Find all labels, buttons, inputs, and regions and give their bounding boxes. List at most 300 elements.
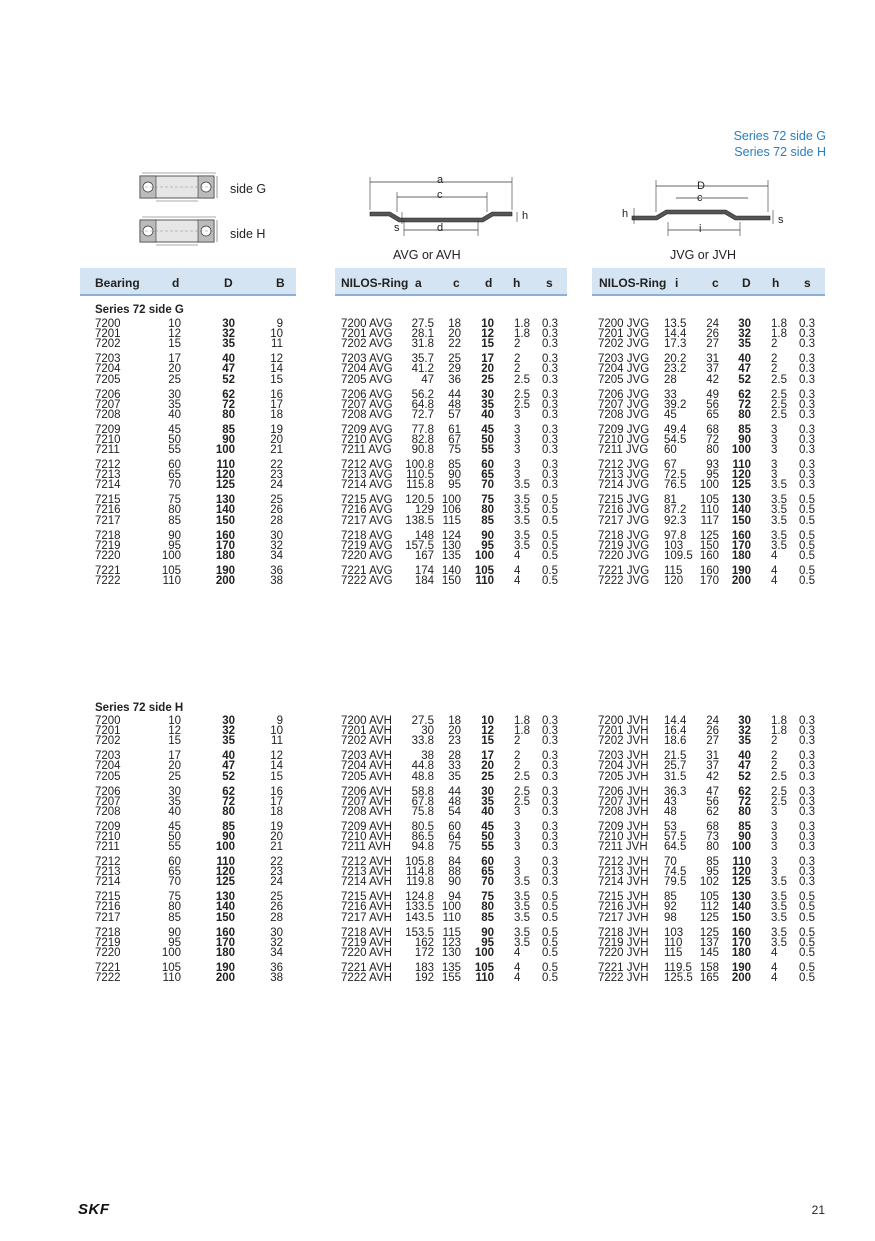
- bearing-designation: 7209: [95, 423, 121, 436]
- dim-s: 0.5: [542, 549, 558, 562]
- bearing-designation: 7215: [95, 494, 121, 507]
- table-row: [341, 948, 566, 958]
- ring-designation: 7222 AVH: [341, 971, 392, 984]
- bore-d: 50: [168, 830, 181, 843]
- table-row: [341, 410, 566, 420]
- row-group: [598, 892, 823, 923]
- dim-h: 3.5: [771, 504, 787, 517]
- row-group: [341, 787, 566, 818]
- dim-c: 67: [448, 433, 461, 446]
- dim-c: 23: [448, 735, 461, 748]
- bearing-side-g-diagram: [138, 170, 220, 204]
- row-group: [341, 892, 566, 923]
- table-row: [598, 375, 823, 385]
- dim-i: 67: [664, 459, 677, 471]
- dim-c: 135: [441, 961, 461, 974]
- bearing-designation: 7213: [95, 866, 121, 879]
- ring-designation: 7214 JVH: [598, 876, 649, 889]
- ring-designation: 7214 JVG: [598, 479, 650, 492]
- dim-a: 183: [414, 961, 434, 974]
- dim-s: 0.5: [542, 936, 558, 949]
- dim-i: 79.5: [664, 876, 687, 889]
- dim-D: 90: [738, 830, 751, 843]
- dim-h: 3.5: [771, 876, 787, 889]
- table-row: [95, 364, 295, 374]
- dim-c: 35: [448, 770, 461, 783]
- header-bearing: Bearing: [95, 276, 140, 290]
- dim-i: 54.5: [664, 433, 687, 446]
- dim-s: 0.3: [542, 856, 558, 868]
- table-row: [95, 877, 295, 887]
- bearing-designation: 7207: [95, 398, 121, 411]
- jvg-dim-D: D: [697, 180, 705, 192]
- outer-D: 170: [215, 539, 235, 552]
- outer-D: 200: [215, 971, 235, 984]
- dim-a: 41.2: [411, 363, 434, 376]
- outer-D: 110: [216, 856, 235, 868]
- ring-designation: 7207 JVG: [598, 398, 650, 411]
- dim-s: 0.3: [542, 820, 558, 833]
- dim-h: 3.5: [771, 901, 787, 914]
- table-row: [341, 842, 566, 852]
- ring-designation: 7209 JVG: [598, 423, 650, 436]
- dim-h: 2: [771, 363, 778, 376]
- dim-a: 94.8: [411, 841, 434, 854]
- dim-s: 0.5: [542, 494, 558, 507]
- outer-D: 90: [222, 830, 235, 843]
- width-B: 23: [270, 469, 283, 482]
- width-B: 14: [270, 760, 283, 773]
- dim-h: 3.5: [771, 926, 787, 939]
- dim-c: 75: [448, 444, 461, 457]
- table-row: [95, 963, 295, 973]
- dim-c: 125: [699, 911, 719, 924]
- dim-c: 170: [699, 574, 719, 587]
- dim-h: 3: [771, 459, 778, 471]
- avg-dim-s: s: [394, 222, 400, 234]
- table-row: [95, 566, 295, 576]
- jvg-ring-diagram: [620, 172, 795, 244]
- dim-s: 0.3: [542, 469, 558, 482]
- dim-a: 82.8: [411, 433, 434, 446]
- bearing-designation: 7210: [95, 433, 121, 446]
- dim-h: 2: [771, 353, 778, 366]
- dim-a: 184: [414, 574, 434, 587]
- bearing-designation: 7216: [95, 901, 121, 914]
- dim-d: 17: [481, 353, 494, 366]
- bearing-designation: 7214: [95, 479, 121, 492]
- dim-h: 3.5: [514, 514, 530, 527]
- dim-a: 90.8: [411, 444, 434, 457]
- ring-designation: 7221 JVG: [598, 564, 650, 577]
- bearing-designation: 7205: [95, 373, 121, 386]
- dim-a: 64.8: [411, 398, 434, 411]
- dim-a: 119.8: [406, 876, 434, 889]
- bore-d: 75: [168, 494, 181, 507]
- outer-D: 160: [215, 529, 235, 542]
- dim-c: 60: [448, 820, 461, 833]
- bearing-designation: 7202: [95, 338, 121, 351]
- outer-D: 40: [222, 750, 235, 763]
- dim-c: 95: [706, 469, 719, 482]
- bearing-designation: 7203: [95, 750, 121, 763]
- dim-i: 20.2: [664, 353, 687, 366]
- dim-a: 48.8: [411, 770, 434, 783]
- dim-a: 133.5: [405, 901, 434, 914]
- width-B: 21: [270, 841, 283, 854]
- width-B: 38: [270, 971, 283, 984]
- bore-d: 65: [168, 866, 181, 879]
- ring-designation: 7206 JVH: [598, 785, 649, 798]
- dim-c: 48: [448, 398, 461, 411]
- dim-s: 0.5: [799, 961, 815, 974]
- ring-designation: 7221 AVG: [341, 564, 393, 577]
- table-row: [598, 913, 823, 923]
- dim-h: 2.5: [514, 785, 530, 798]
- avg-dim-h: h: [522, 210, 529, 222]
- ring-designation: 7200 JVH: [598, 715, 649, 727]
- dim-s: 0.3: [542, 841, 558, 854]
- dim-h: 3: [771, 433, 778, 446]
- ring-designation: 7217 JVG: [598, 514, 650, 527]
- dim-d: 105: [474, 961, 494, 974]
- bore-d: 17: [168, 353, 181, 366]
- dim-s: 0.5: [799, 514, 815, 527]
- table-row: [598, 576, 823, 586]
- dim-a: 27.5: [411, 715, 434, 727]
- ring-designation: 7222 AVG: [341, 574, 393, 587]
- dim-c: 44: [448, 785, 461, 798]
- dim-c: 47: [706, 785, 719, 798]
- dim-i: 43: [664, 795, 677, 808]
- dim-s: 0.3: [542, 785, 558, 798]
- dim-c: 18: [448, 715, 461, 727]
- table-row: [95, 551, 295, 561]
- bore-d: 40: [168, 408, 181, 421]
- table-row: [598, 948, 823, 958]
- row-group: [95, 390, 295, 421]
- header-d-avg: d: [485, 276, 493, 290]
- dim-d: 30: [481, 388, 494, 401]
- bore-d: 105: [161, 564, 181, 577]
- width-B: 11: [271, 735, 283, 748]
- header-s-avg: s: [546, 276, 553, 290]
- row-group: [341, 751, 566, 782]
- dim-i: 36.3: [664, 785, 687, 798]
- bearing-designation: 7218: [95, 926, 121, 939]
- dim-i: 21.5: [664, 750, 687, 763]
- dim-c: 73: [706, 830, 719, 843]
- dim-i: 16.4: [664, 725, 687, 738]
- bearing-designation: 7202: [95, 735, 121, 748]
- outer-D: 125: [215, 479, 235, 492]
- table-row: [598, 877, 823, 887]
- dim-s: 0.5: [542, 891, 558, 904]
- table-row: [95, 973, 295, 983]
- table-row: [598, 410, 823, 420]
- avg-dim-c: c: [437, 189, 443, 201]
- bore-d: 65: [168, 469, 181, 482]
- dim-h: 4: [514, 549, 521, 562]
- outer-D: 140: [215, 901, 235, 914]
- dim-s: 0.5: [542, 911, 558, 924]
- dim-i: 33: [664, 388, 677, 401]
- dim-s: 0.3: [542, 866, 558, 879]
- dim-s: 0.5: [799, 574, 815, 587]
- dim-c: 62: [706, 805, 719, 818]
- dim-h: 1.8: [771, 318, 787, 330]
- dim-h: 4: [514, 564, 521, 577]
- row-group: [598, 390, 823, 421]
- bearing-designation: 7208: [95, 805, 121, 818]
- ring-designation: 7210 AVG: [341, 433, 393, 446]
- dim-h: 2.5: [514, 795, 530, 808]
- dim-a: 138.5: [405, 514, 434, 527]
- dim-c: 65: [706, 408, 719, 421]
- dim-h: 2.5: [771, 388, 787, 401]
- dim-h: 2: [771, 760, 778, 773]
- header-h-jvg: h: [772, 276, 780, 290]
- ring-designation: 7218 JVG: [598, 529, 650, 542]
- bore-d: 60: [168, 459, 181, 471]
- bore-d: 100: [161, 549, 181, 562]
- bore-d: 25: [168, 770, 181, 783]
- dim-D: 130: [731, 891, 751, 904]
- dim-c: 64: [448, 830, 461, 843]
- dim-D: 120: [731, 469, 751, 482]
- dim-i: 64.5: [664, 841, 687, 854]
- table-row: [95, 390, 295, 400]
- dim-s: 0.3: [799, 408, 815, 421]
- dim-i: 28: [664, 373, 677, 386]
- table-row: [95, 726, 295, 736]
- dim-c: 25: [448, 353, 461, 366]
- dim-c: 100: [699, 479, 719, 492]
- dim-h: 3.5: [771, 514, 787, 527]
- dim-s: 0.3: [799, 423, 815, 436]
- dim-h: 3: [771, 830, 778, 843]
- table-row: [95, 339, 295, 349]
- outer-D: 62: [222, 388, 235, 401]
- dim-h: 2.5: [514, 388, 530, 401]
- dim-a: 162: [414, 936, 434, 949]
- dim-c: 54: [448, 805, 461, 818]
- dim-s: 0.3: [542, 725, 558, 738]
- dim-i: 60: [664, 444, 677, 457]
- bore-d: 70: [168, 479, 181, 492]
- dim-s: 0.5: [799, 529, 815, 542]
- dim-d: 30: [481, 785, 494, 798]
- table-row: [341, 736, 566, 746]
- row-group: [95, 460, 295, 491]
- table-row: [95, 797, 295, 807]
- ring-designation: 7202 JVH: [598, 735, 649, 748]
- table-row: [95, 913, 295, 923]
- dim-D: 125: [731, 876, 751, 889]
- dim-D: 170: [731, 936, 751, 949]
- bore-d: 35: [168, 398, 181, 411]
- ring-designation: 7215 JVG: [598, 494, 650, 507]
- dim-D: 200: [731, 971, 751, 984]
- dim-a: 28.1: [411, 328, 434, 341]
- dim-c: 160: [699, 549, 719, 562]
- dim-h: 1.8: [771, 328, 787, 341]
- dim-D: 100: [731, 841, 751, 854]
- avg-ring-diagram: [362, 172, 537, 244]
- ring-designation: 7219 JVH: [598, 936, 649, 949]
- bearing-designation: 7219: [95, 539, 121, 552]
- ring-designation: 7220 AVG: [341, 549, 393, 562]
- dim-a: 35.7: [411, 353, 434, 366]
- dim-s: 0.5: [542, 946, 558, 959]
- dim-s: 0.3: [799, 444, 815, 457]
- dim-s: 0.5: [799, 901, 815, 914]
- header-nilos-ring-jvg: NILOS-Ring: [599, 276, 667, 290]
- table-row: [95, 787, 295, 797]
- dim-d: 70: [481, 479, 494, 492]
- bore-d: 95: [168, 936, 181, 949]
- dim-c: 29: [448, 363, 461, 376]
- table-row: [598, 842, 823, 852]
- dim-c: 18: [448, 318, 461, 330]
- ring-designation: 7218 JVH: [598, 926, 649, 939]
- ring-designation: 7202 JVG: [598, 338, 650, 351]
- ring-designation: 7214 AVG: [341, 479, 393, 492]
- table-row: [95, 761, 295, 771]
- bearing-designation: 7221: [95, 961, 121, 974]
- dim-h: 2: [771, 735, 778, 748]
- dim-h: 2.5: [771, 795, 787, 808]
- row-group: [598, 857, 823, 888]
- bearing-designation: 7207: [95, 795, 121, 808]
- dim-D: 160: [731, 926, 751, 939]
- table-row: [95, 842, 295, 852]
- dim-D: 140: [731, 901, 751, 914]
- outer-D: 120: [215, 866, 235, 879]
- dim-c: 72: [706, 433, 719, 446]
- dim-a: 75.8: [411, 805, 434, 818]
- bearing-designation: 7222: [95, 971, 121, 984]
- ring-designation: 7219 JVG: [598, 539, 650, 552]
- row-group: [95, 716, 295, 747]
- dim-D: 110: [732, 459, 751, 471]
- table-row: [598, 551, 823, 561]
- outer-D: 80: [222, 408, 235, 421]
- bearing-designation: 7200: [95, 715, 121, 727]
- ring-designation: 7216 JVG: [598, 504, 650, 517]
- bearing-designation: 7201: [95, 725, 121, 738]
- dim-s: 0.5: [799, 564, 815, 577]
- dim-c: 105: [699, 494, 719, 507]
- dim-i: 53: [664, 820, 677, 833]
- dim-s: 0.3: [799, 373, 815, 386]
- dim-D: 72: [738, 795, 751, 808]
- table-row: [598, 807, 823, 817]
- header-i: i: [675, 276, 679, 290]
- dim-c: 49: [706, 388, 719, 401]
- dim-s: 0.3: [542, 398, 558, 411]
- dim-D: 110: [732, 856, 751, 868]
- table-row: [95, 375, 295, 385]
- dim-h: 3: [514, 856, 521, 868]
- dim-i: 23.2: [664, 363, 687, 376]
- outer-D: 32: [222, 328, 235, 341]
- dim-d: 60: [481, 856, 494, 868]
- dim-c: 20: [448, 725, 461, 738]
- table-row: [95, 736, 295, 746]
- dim-s: 0.3: [799, 805, 815, 818]
- width-B: 18: [270, 408, 283, 421]
- ring-designation: 7215 AVH: [341, 891, 392, 904]
- dim-h: 4: [771, 549, 778, 562]
- dim-D: 125: [731, 479, 751, 492]
- bearing-designation: 7204: [95, 363, 121, 376]
- table-row: [95, 445, 295, 455]
- width-B: 38: [270, 574, 283, 587]
- ring-designation: 7217 AVG: [341, 514, 393, 527]
- dim-c: 68: [706, 423, 719, 436]
- dim-D: 62: [738, 388, 751, 401]
- width-B: 28: [270, 911, 283, 924]
- dim-d: 25: [481, 770, 494, 783]
- ring-designation: 7211 JVG: [598, 444, 649, 457]
- dim-c: 125: [699, 529, 719, 542]
- dim-d: 100: [474, 946, 494, 959]
- bore-d: 35: [168, 795, 181, 808]
- ring-designation: 7213 AVG: [341, 469, 393, 482]
- header-h-avg: h: [513, 276, 521, 290]
- dim-c: 124: [441, 529, 461, 542]
- dim-a: 115.8: [406, 479, 434, 492]
- dim-D: 40: [738, 750, 751, 763]
- bore-d: 70: [168, 876, 181, 889]
- table-row: [341, 772, 566, 782]
- dim-s: 0.3: [799, 760, 815, 773]
- dim-i: 115: [664, 946, 683, 959]
- row-group: [95, 857, 295, 888]
- ring-designation: 7210 JVH: [598, 830, 649, 843]
- bore-d: 20: [168, 760, 181, 773]
- bore-d: 110: [162, 971, 181, 984]
- bearing-designation: 7201: [95, 328, 121, 341]
- dim-c: 102: [699, 876, 719, 889]
- dim-a: 58.8: [411, 785, 434, 798]
- dim-i: 98: [664, 911, 677, 924]
- ring-designation: 7218 AVG: [341, 529, 393, 542]
- dim-s: 0.3: [799, 750, 815, 763]
- row-group: [341, 495, 566, 526]
- dim-a: 33.8: [411, 735, 434, 748]
- width-B: 15: [270, 770, 283, 783]
- bearing-designation: 7215: [95, 891, 121, 904]
- dim-s: 0.3: [542, 423, 558, 436]
- dim-c: 80: [706, 444, 719, 457]
- bearing-designation: 7221: [95, 564, 121, 577]
- dim-D: 72: [738, 398, 751, 411]
- ring-designation: 7205 AVH: [341, 770, 392, 783]
- dim-h: 3.5: [514, 901, 530, 914]
- ring-designation: 7219 AVG: [341, 539, 393, 552]
- bore-d: 55: [168, 444, 181, 457]
- bearing-designation: 7203: [95, 353, 121, 366]
- ring-designation: 7222 JVH: [598, 971, 649, 984]
- dim-a: 44.8: [411, 760, 434, 773]
- table-row: [95, 938, 295, 948]
- dim-d: 85: [481, 911, 494, 924]
- table-row: [95, 807, 295, 817]
- dim-s: 0.3: [542, 735, 558, 748]
- width-B: 22: [270, 459, 283, 471]
